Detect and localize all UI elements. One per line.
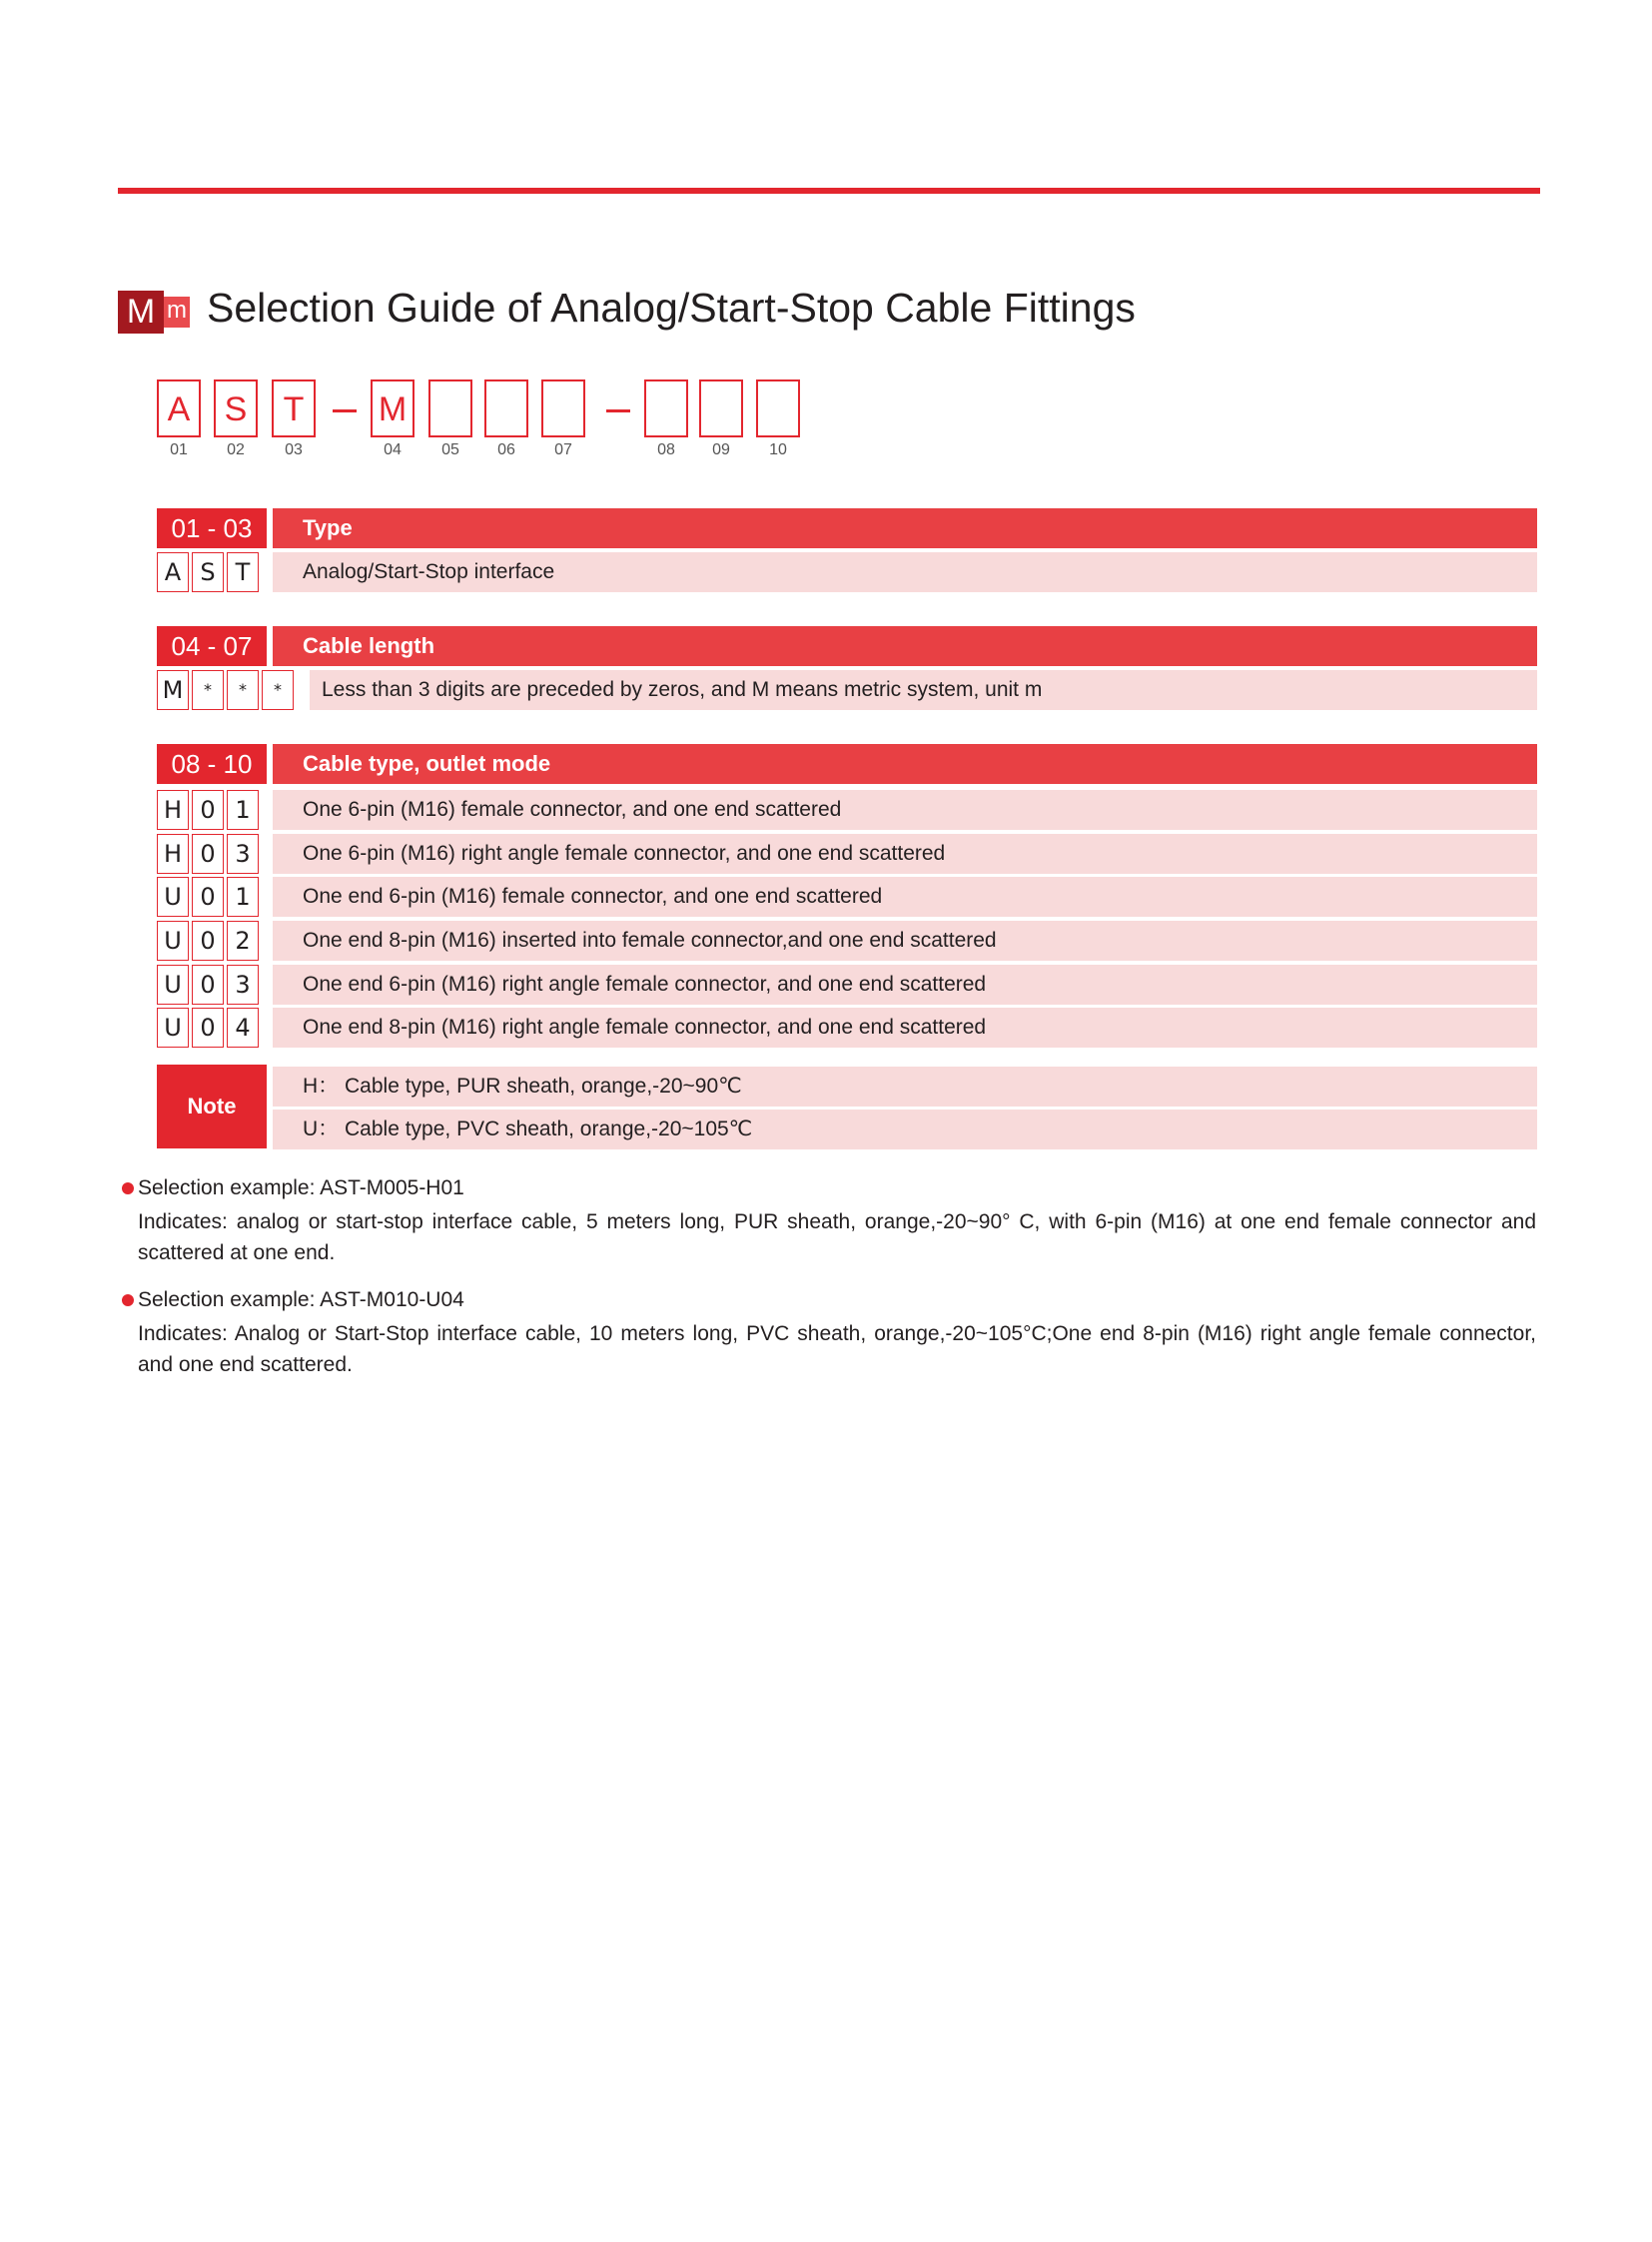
code-cell: U bbox=[157, 965, 189, 1005]
row-code bbox=[157, 1008, 259, 1048]
code-index-08: 08 bbox=[657, 441, 675, 458]
top-rule bbox=[118, 188, 1540, 194]
section-title: Type bbox=[273, 508, 1537, 548]
row-description: Less than 3 digits are preceded by zeros, and M means metric system, unit m bbox=[310, 670, 1537, 710]
row-code bbox=[157, 670, 294, 710]
code-box-03: T bbox=[272, 379, 316, 437]
row-code bbox=[157, 877, 259, 917]
code-cell: T bbox=[227, 552, 259, 592]
code-cell: 0 bbox=[192, 834, 224, 874]
code-cell: 1 bbox=[227, 877, 259, 917]
code-cell: * bbox=[192, 670, 224, 710]
code-index-07: 07 bbox=[554, 441, 572, 458]
row-description: One end 8-pin (M16) inserted into female connector,and one end scattered bbox=[273, 921, 1537, 961]
logo-small-letter: m bbox=[164, 297, 190, 328]
row-code bbox=[157, 921, 259, 961]
row-description: One end 8-pin (M16) right angle female connector, and one end scattered bbox=[273, 1008, 1537, 1048]
code-box-01: A bbox=[157, 379, 201, 437]
code-cell: M bbox=[157, 670, 189, 710]
code-cell: 3 bbox=[227, 834, 259, 874]
row-description: Analog/Start-Stop interface bbox=[273, 552, 1537, 592]
code-cell: S bbox=[192, 552, 224, 592]
code-cell: 1 bbox=[227, 790, 259, 830]
code-box-10 bbox=[756, 379, 800, 437]
bullet-icon bbox=[122, 1294, 134, 1306]
code-box-09 bbox=[699, 379, 743, 437]
code-cell: 0 bbox=[192, 1008, 224, 1048]
code-dash-1 bbox=[333, 409, 357, 412]
code-cell: U bbox=[157, 877, 189, 917]
code-cell: 3 bbox=[227, 965, 259, 1005]
code-cell: U bbox=[157, 1008, 189, 1048]
section-range: 08 - 10 bbox=[157, 744, 267, 784]
section-title: Cable type, outlet mode bbox=[273, 744, 1537, 784]
code-index-09: 09 bbox=[712, 441, 730, 458]
note-label: Note bbox=[157, 1065, 267, 1148]
row-description: One end 6-pin (M16) female connector, and one end scattered bbox=[273, 877, 1537, 917]
page-title: Selection Guide of Analog/Start-Stop Cable Fittings bbox=[207, 285, 1136, 331]
row-code bbox=[157, 552, 259, 592]
code-cell: H bbox=[157, 790, 189, 830]
code-cell: 0 bbox=[192, 965, 224, 1005]
row-code bbox=[157, 790, 259, 830]
section-title: Cable length bbox=[273, 626, 1537, 666]
row-code bbox=[157, 965, 259, 1005]
code-index-10: 10 bbox=[769, 441, 787, 458]
example-title: Selection example: AST-M010-U04 bbox=[138, 1288, 464, 1311]
code-index-05: 05 bbox=[441, 441, 459, 458]
code-index-02: 02 bbox=[227, 441, 245, 458]
code-cell: * bbox=[262, 670, 294, 710]
code-cell: 0 bbox=[192, 921, 224, 961]
code-index-06: 06 bbox=[497, 441, 515, 458]
code-cell: H bbox=[157, 834, 189, 874]
example-title: Selection example: AST-M005-H01 bbox=[138, 1176, 464, 1199]
code-index-01: 01 bbox=[170, 441, 188, 458]
code-box-08 bbox=[644, 379, 688, 437]
code-cell: 4 bbox=[227, 1008, 259, 1048]
code-box-02: S bbox=[214, 379, 258, 437]
code-cell: * bbox=[227, 670, 259, 710]
code-cell: 0 bbox=[192, 790, 224, 830]
code-cell: U bbox=[157, 921, 189, 961]
code-index-04: 04 bbox=[384, 441, 402, 458]
row-description: One end 6-pin (M16) right angle female connector, and one end scattered bbox=[273, 965, 1537, 1005]
section-range: 04 - 07 bbox=[157, 626, 267, 666]
code-cell: A bbox=[157, 552, 189, 592]
code-cell: 2 bbox=[227, 921, 259, 961]
section-logo bbox=[118, 291, 190, 334]
section-range: 01 - 03 bbox=[157, 508, 267, 548]
code-box-06 bbox=[484, 379, 528, 437]
code-cell: 0 bbox=[192, 877, 224, 917]
example-text: Indicates: analog or start-stop interface cable, 5 meters long, PUR sheath, orange,-20~90° C, with 6-pin (M16) at one end female connector and scattered at one end. bbox=[138, 1210, 1536, 1264]
bullet-icon bbox=[122, 1182, 134, 1194]
code-index-03: 03 bbox=[285, 441, 303, 458]
note-line: U： Cable type, PVC sheath, orange,-20~105℃ bbox=[273, 1110, 1537, 1149]
code-box-04: M bbox=[371, 379, 414, 437]
row-description: One 6-pin (M16) right angle female connector, and one end scattered bbox=[273, 834, 1537, 874]
note-line: H： Cable type, PUR sheath, orange,-20~90℃ bbox=[273, 1067, 1537, 1107]
logo-big-letter: M bbox=[118, 291, 164, 334]
code-box-05 bbox=[428, 379, 472, 437]
row-code bbox=[157, 834, 259, 874]
code-dash-2 bbox=[606, 409, 630, 412]
code-box-07 bbox=[541, 379, 585, 437]
row-description: One 6-pin (M16) female connector, and one end scattered bbox=[273, 790, 1537, 830]
example-text: Indicates: Analog or Start-Stop interface cable, 10 meters long, PVC sheath, orange,-20~105°C;One end 8-pin (M16) right angle female connector, and one end scattered. bbox=[138, 1322, 1536, 1376]
